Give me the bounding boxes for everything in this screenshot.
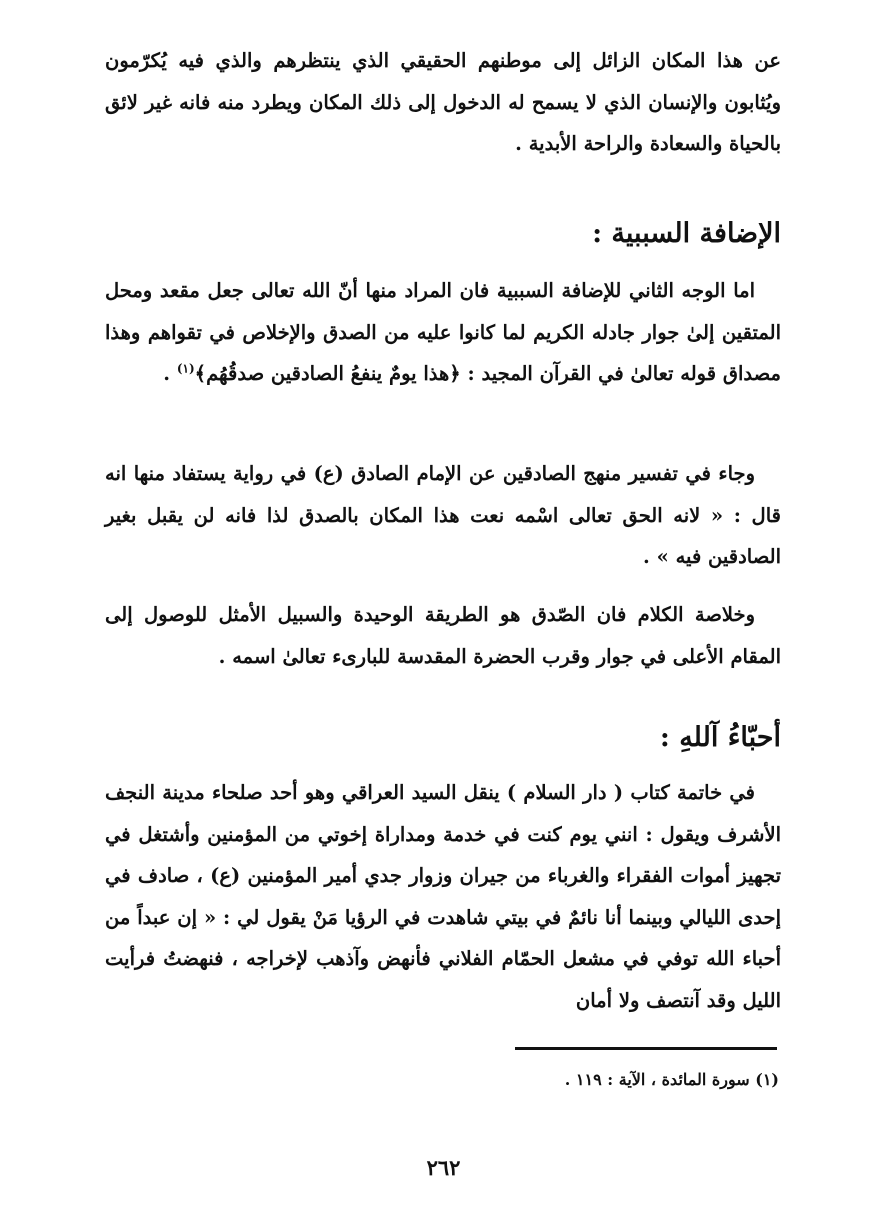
section1-paragraph-1-text xyxy=(105,270,781,395)
section-heading-beloved-of-god: أحبّاءُ آللهِ : xyxy=(659,722,781,753)
footnote: (١) سورة المائدة ، الآية : ١١٩ . xyxy=(564,1070,779,1089)
section1-paragraph-1 xyxy=(105,270,781,395)
intro-paragraph xyxy=(105,40,781,165)
section2-paragraph-1-text: في خاتمة كتاب ( دار السلام ) ينقل السيد العراقي وهو أحد صلحاء مدينة النجف الأشرف ويقول : انني يوم كنت في خدمة ومداراة إخوتي من المؤمنين وأشتغل في تجهيز أموات الفقراء والغرباء من جيران وزوار جدي أمير المؤمنين (ع) ، صادف في إحدى الليالي وبينما أنا نائمٌ في بيتي شاهدت في الرؤيا مَنْ يقول لي : « إن عبداً من أحباء الله توفي في مشعل الحمّام الفلاني فأنهض وآذهب لإخراجه ، فنهضتُ فرأيت الليل وقد آنتصف ولا أمان xyxy=(105,781,781,1012)
intro-text: عن هذا المكان الزائل إلى موطنهم الحقيقي الذي ينتظرهم والذي فيه يُكرّمون ويُثابون والإنسان الذي لا يسمح له الدخول إلى ذلك المكان ويطرد منه فانه غير لائق بالحياة والسعادة والراحة الأبدية . xyxy=(105,49,781,155)
section1-paragraph-3 xyxy=(105,594,781,677)
section1-paragraph-2 xyxy=(105,453,781,578)
paragraph-end: . xyxy=(163,362,177,385)
footnote-divider xyxy=(515,1047,777,1050)
section1-paragraph-3-text: وخلاصة الكلام فان الصّدق هو الطريقة الوحيدة والسبيل الأمثل للوصول إلى المقام الأعلى في جوار وقرب الحضرة المقدسة للبارىء تعالىٰ اسمه . xyxy=(105,603,781,668)
paragraph-text: اما الوجه الثاني للإضافة السببية فان المراد منها أنّ الله تعالى جعل مقعد ومحل المتقين إلىٰ جوار جادله الكريم لما كانوا عليه من الصدق والإخلاص في تقواهم وهذا مصداق قوله تعالىٰ في القرآن المجيد : ﴿هذا يومٌ ينفعُ الصادقين صدقُهُم﴾ xyxy=(105,279,781,385)
section2-paragraph-1 xyxy=(105,772,781,1021)
section1-paragraph-2-text: وجاء في تفسير منهج الصادقين عن الإمام الصادق (ع) في رواية يستفاد منها انه قال : « لانه الحق تعالى اسْمه نعت هذا المكان بالصدق لذا فانه لن يقبل بغير الصادقين فيه » . xyxy=(105,462,781,568)
page-number: ٢٦٢ xyxy=(426,1155,461,1180)
section-heading-causal-addition: الإضافة السببية : xyxy=(592,218,781,249)
footnote-reference: (١) xyxy=(176,361,195,376)
